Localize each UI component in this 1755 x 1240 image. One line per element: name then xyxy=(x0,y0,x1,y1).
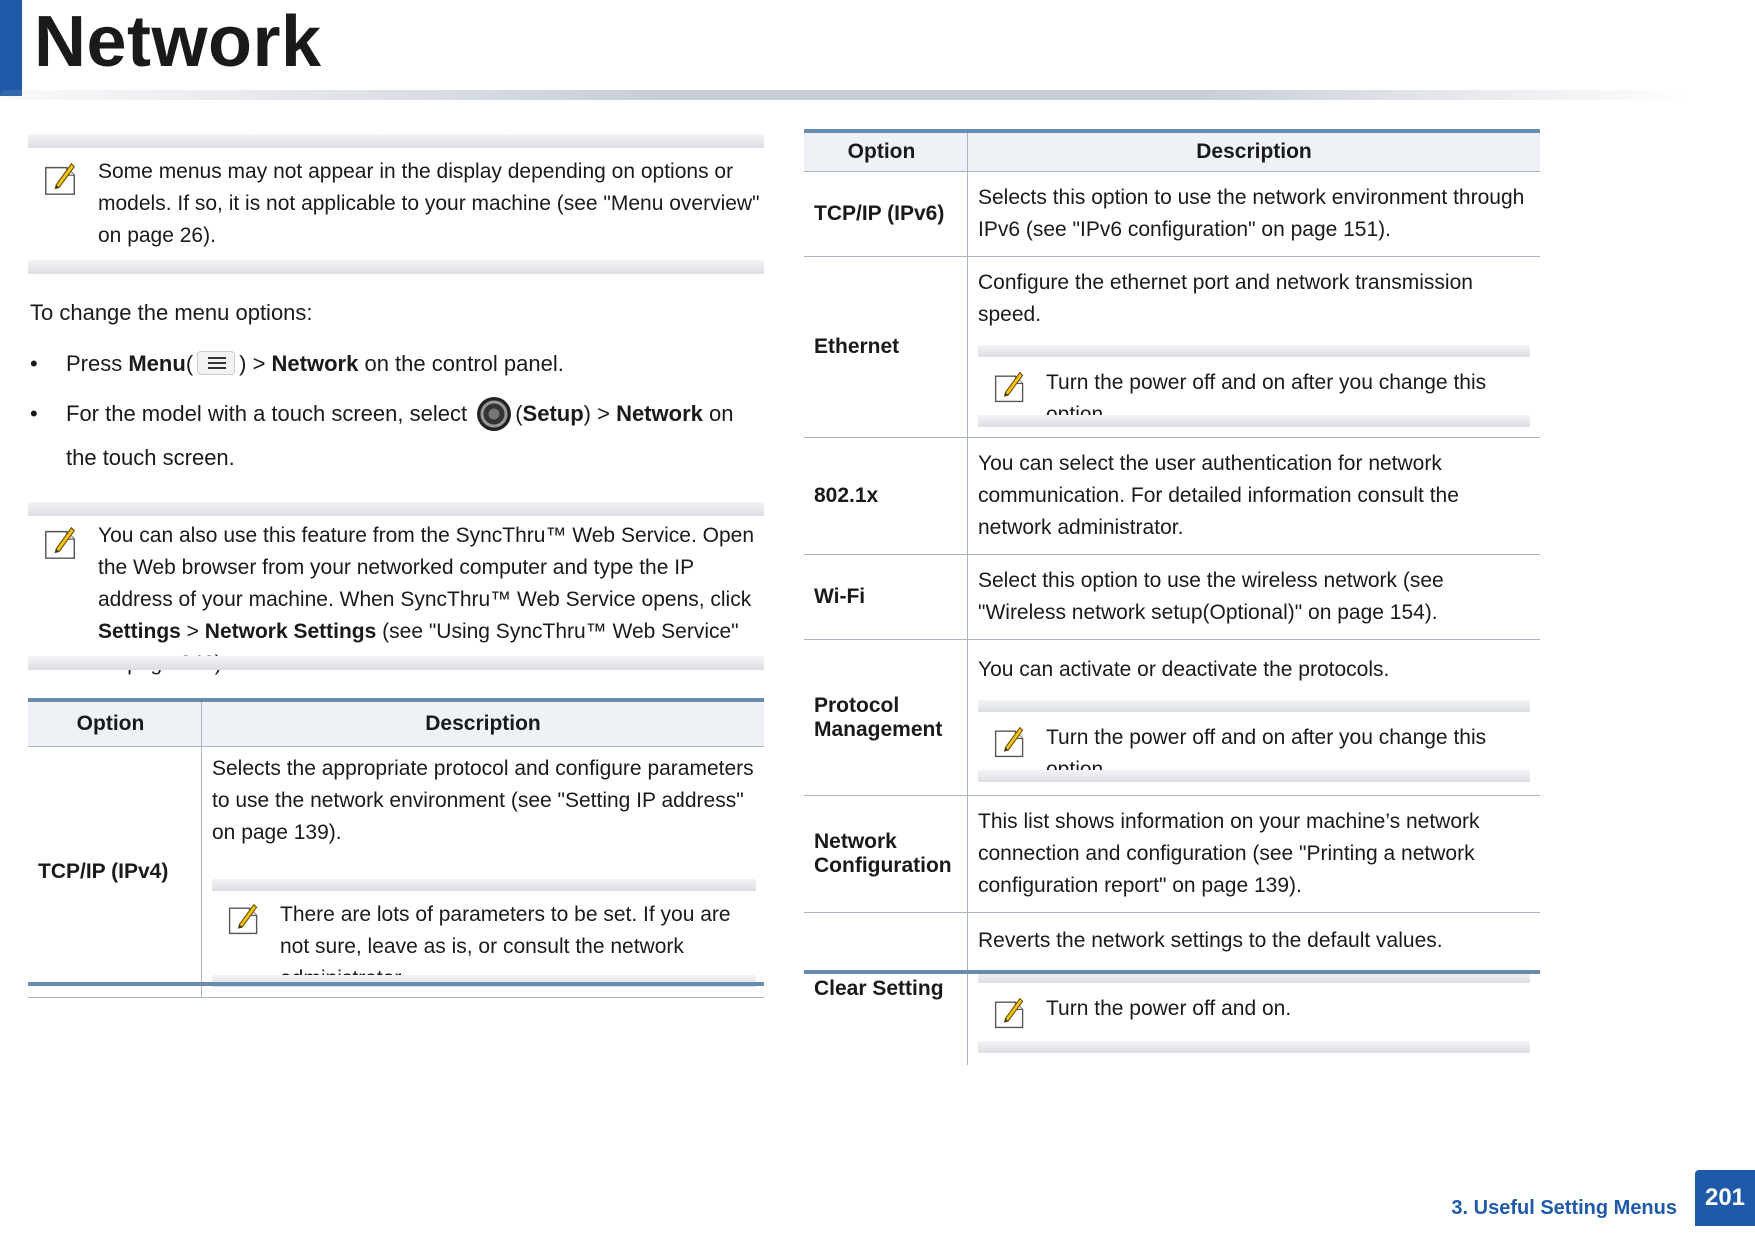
page-title: Network xyxy=(34,2,322,82)
table-row xyxy=(804,257,1540,438)
options-table-right xyxy=(804,133,1540,1065)
option-description xyxy=(968,257,1541,438)
note-text: Some menus may not appear in the display depending on options or models. If so, it is not applicable to your machine (see "Menu overview" on page 26). xyxy=(98,160,760,247)
cell-note xyxy=(978,345,1530,427)
note-menus-availability xyxy=(28,134,764,274)
setup-icon xyxy=(477,397,511,431)
table-header-row xyxy=(804,133,1540,172)
table-bottom-rule xyxy=(28,982,764,986)
table-row xyxy=(804,555,1540,640)
header-accent-bar xyxy=(0,0,22,96)
note-pencil-icon xyxy=(992,724,1028,760)
note-pencil-icon xyxy=(992,995,1028,1031)
option-name: Ethernet xyxy=(804,257,968,438)
table-row xyxy=(804,640,1540,796)
intro-text: To change the menu options: xyxy=(30,300,313,325)
note-pencil-icon xyxy=(42,524,80,562)
option-name: Wi-Fi xyxy=(804,555,968,640)
option-description xyxy=(968,640,1541,796)
note-syncthru xyxy=(28,502,764,670)
column-header-description: Description xyxy=(968,133,1541,172)
note-pencil-icon xyxy=(226,901,262,937)
description-text: Selects the appropriate protocol and configure parameters to use the network environment (see "Setting IP address" on page 139). xyxy=(212,757,754,844)
description-text: Configure the ethernet port and network transmission speed. xyxy=(978,271,1473,326)
note-text: Turn the power off and on after you change this xyxy=(1046,725,1487,749)
description-text: Reverts the network settings to the default values. xyxy=(978,928,1443,952)
column-header-option: Option xyxy=(804,133,968,172)
description-text: You can activate or deactivate the protocols. xyxy=(978,657,1390,681)
option-name: 802.1x xyxy=(804,438,968,555)
table-row xyxy=(28,747,764,998)
option-name: Network Configuration xyxy=(804,796,968,913)
title-divider xyxy=(0,90,1690,100)
note-text: You can also use this feature from the SyncThru™ Web Service. Open the Web browser from your networked computer and type the IP address of your machine. When SyncThru™ Web Service opens, click Settings > Network Settings (see "Using SyncThru™ Web Service" xyxy=(98,524,755,643)
note-pencil-icon xyxy=(992,369,1028,405)
column-header-description: Description xyxy=(202,702,765,747)
note-text: Turn the power off and on. xyxy=(1046,996,1292,1020)
table-row xyxy=(804,172,1540,257)
option-name: Protocol Management xyxy=(804,640,968,796)
menu-icon xyxy=(197,351,235,375)
footer-section-label: 3. Useful Setting Menus xyxy=(1451,1197,1677,1219)
option-description: This list shows information on your machine’s network connection and configuration (see "Printing a network configuration report" on page 139). xyxy=(968,796,1541,913)
option-description: Select this option to use the wireless network (see "Wireless network setup(Optional)" on page 154). xyxy=(968,555,1541,640)
note-text: There are lots of parameters to be set. If you are not sure, leave as is, or consult the network xyxy=(280,903,731,958)
column-header-option: Option xyxy=(28,702,202,747)
cell-note xyxy=(978,700,1530,782)
option-description: Selects this option to use the network environment through IPv6 (see "IPv6 configuration" on page 151). xyxy=(968,172,1541,257)
note-pencil-icon xyxy=(42,160,80,198)
table-bottom-rule xyxy=(804,970,1540,974)
bullet-press-menu: • Press Menu( ) > Network on the control panel. xyxy=(30,351,564,376)
footer-page-number: 201 xyxy=(1695,1170,1755,1226)
option-description xyxy=(968,913,1541,1065)
note-text: Turn the power off and on after you change this xyxy=(1046,371,1487,394)
table-header-row xyxy=(28,702,764,747)
table-row xyxy=(804,438,1540,555)
table-row xyxy=(804,913,1540,1065)
bullet-touch-screen: • For the model with a touch screen, select (Setup) > Network on the touch screen. xyxy=(66,392,756,480)
options-table-left xyxy=(28,702,764,998)
cell-note xyxy=(212,879,756,987)
cell-note xyxy=(978,971,1530,1053)
option-name: Clear Setting xyxy=(804,913,968,1065)
option-description: You can select the user authentication for network communication. For detailed information consult the network administrator. xyxy=(968,438,1541,555)
option-description xyxy=(202,747,765,998)
table-row xyxy=(804,796,1540,913)
option-name: TCP/IP (IPv6) xyxy=(804,172,968,257)
option-name: TCP/IP (IPv4) xyxy=(28,747,202,998)
